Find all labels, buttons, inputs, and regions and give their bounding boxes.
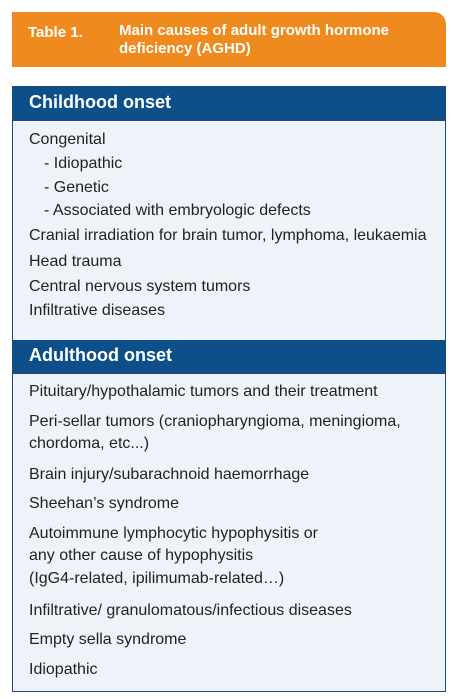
table-title-banner xyxy=(12,12,446,67)
table-title-line: deficiency (AGHD) xyxy=(119,40,251,57)
table-title xyxy=(119,22,419,58)
list-item: Pituitary/hypothalamic tumors and their treatment xyxy=(29,383,378,400)
list-item: Idiopathic xyxy=(29,661,98,678)
list-item: - Genetic xyxy=(44,179,109,196)
list-item: any other cause of hypophysitis xyxy=(29,547,254,564)
list-item: Brain injury/subarachnoid haemorrhage xyxy=(29,466,310,483)
list-item: Autoimmune lymphocytic hypophysitis or xyxy=(29,525,319,542)
list-item: Peri-sellar tumors (craniopharyngioma, meningioma, xyxy=(29,413,401,430)
list-item: Empty sella syndrome xyxy=(29,631,187,648)
list-item: Congenital xyxy=(29,131,106,148)
list-item: Sheehan’s syndrome xyxy=(29,495,180,512)
table-title-line: Main causes of adult growth hormone xyxy=(119,22,390,39)
section-divider xyxy=(13,119,445,121)
section-divider xyxy=(13,372,445,374)
table-number: Table 1. xyxy=(28,24,83,41)
list-item: chordoma, etc...) xyxy=(29,435,150,452)
list-item: Central nervous system tumors xyxy=(29,278,251,295)
list-item: Cranial irradiation for brain tumor, lymphoma, leukaemia xyxy=(29,227,427,244)
section-heading-adulthood-onset: Adulthood onset xyxy=(13,340,445,372)
list-item: (IgG4-related, ipilimumab-related…) xyxy=(29,570,285,587)
list-item: Infiltrative/ granulomatous/infectious diseases xyxy=(29,602,352,619)
list-item: Infiltrative diseases xyxy=(29,302,166,319)
causes-table xyxy=(12,86,446,692)
list-item: - Associated with embryologic defects xyxy=(44,202,311,219)
section-heading-childhood-onset: Childhood onset xyxy=(13,87,445,119)
list-item: Head trauma xyxy=(29,253,122,270)
list-item: - Idiopathic xyxy=(44,155,123,172)
